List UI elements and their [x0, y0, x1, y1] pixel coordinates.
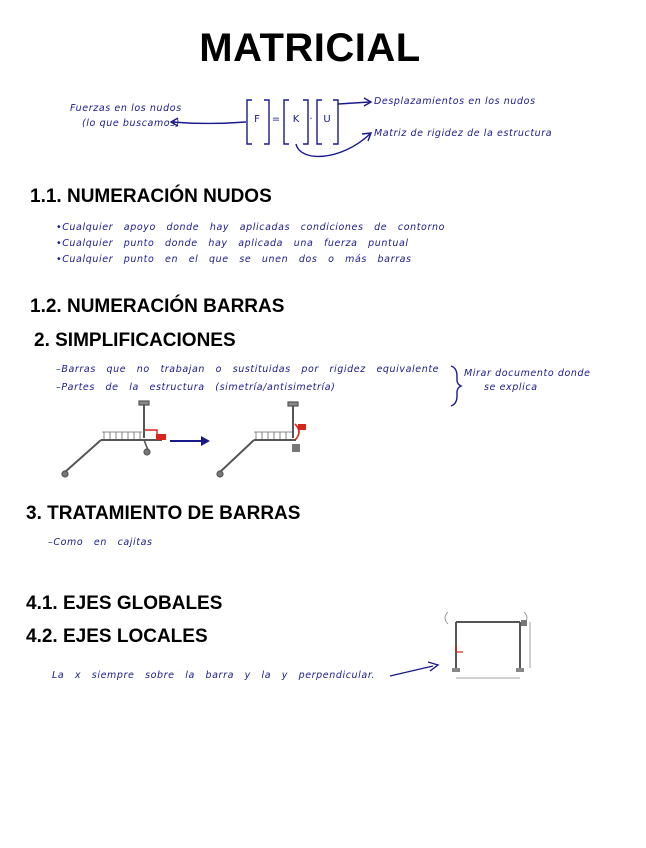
list-item: –Barras que no trabajan o sustituidas por rigidez equivalente [56, 364, 440, 375]
fixed-support-icon [452, 668, 460, 672]
displacement-vector: U [323, 114, 331, 125]
list-item: •Cualquier punto en el que se unen dos o más barras [56, 254, 412, 265]
force-vector: F [254, 114, 260, 125]
heading-ejes-globales: 4.1. EJES GLOBALES [26, 593, 223, 614]
list-item: •Cualquier apoyo donde hay aplicadas condiciones de contorno [56, 222, 445, 233]
list-item: –Partes de la estructura (simetría/antisimetría) [56, 382, 336, 393]
fixed-support-icon [516, 668, 524, 672]
forces-label-line1: Fuerzas en los nudos [70, 103, 182, 114]
equals-sign: = [271, 114, 281, 125]
heading-numeracion-nudos: 1.1. NUMERACIÓN NUDOS [30, 186, 272, 207]
displacements-label: Desplazamientos en los nudos [374, 96, 536, 107]
forces-label-line2: (lo que buscamos) [82, 118, 181, 129]
page-title: MATRICIAL [199, 26, 421, 70]
dot-operator: · [309, 114, 313, 125]
local-axes-note: La x siempre sobre la barra y la y perpendicular. [52, 670, 376, 681]
note-line-2: se explica [484, 382, 538, 393]
list-item: •Cualquier punto donde hay aplicada una fuerza puntual [56, 238, 409, 249]
stiffness-matrix: K [292, 114, 300, 125]
heading-numeracion-barras: 1.2. NUMERACIÓN BARRAS [30, 296, 285, 317]
stiffness-label: Matriz de rigidez de la estructura [374, 128, 553, 139]
heading-tratamiento-barras: 3. TRATAMIENTO DE BARRAS [26, 503, 301, 524]
list-item: –Como en cajitas [48, 537, 153, 548]
note-line-1: Mirar documento donde [464, 368, 591, 379]
heading-ejes-locales: 4.2. EJES LOCALES [26, 626, 208, 647]
note-arrow-icon [390, 662, 438, 676]
heading-simplificaciones: 2. SIMPLIFICACIONES [34, 330, 236, 351]
support-icon [521, 620, 527, 626]
